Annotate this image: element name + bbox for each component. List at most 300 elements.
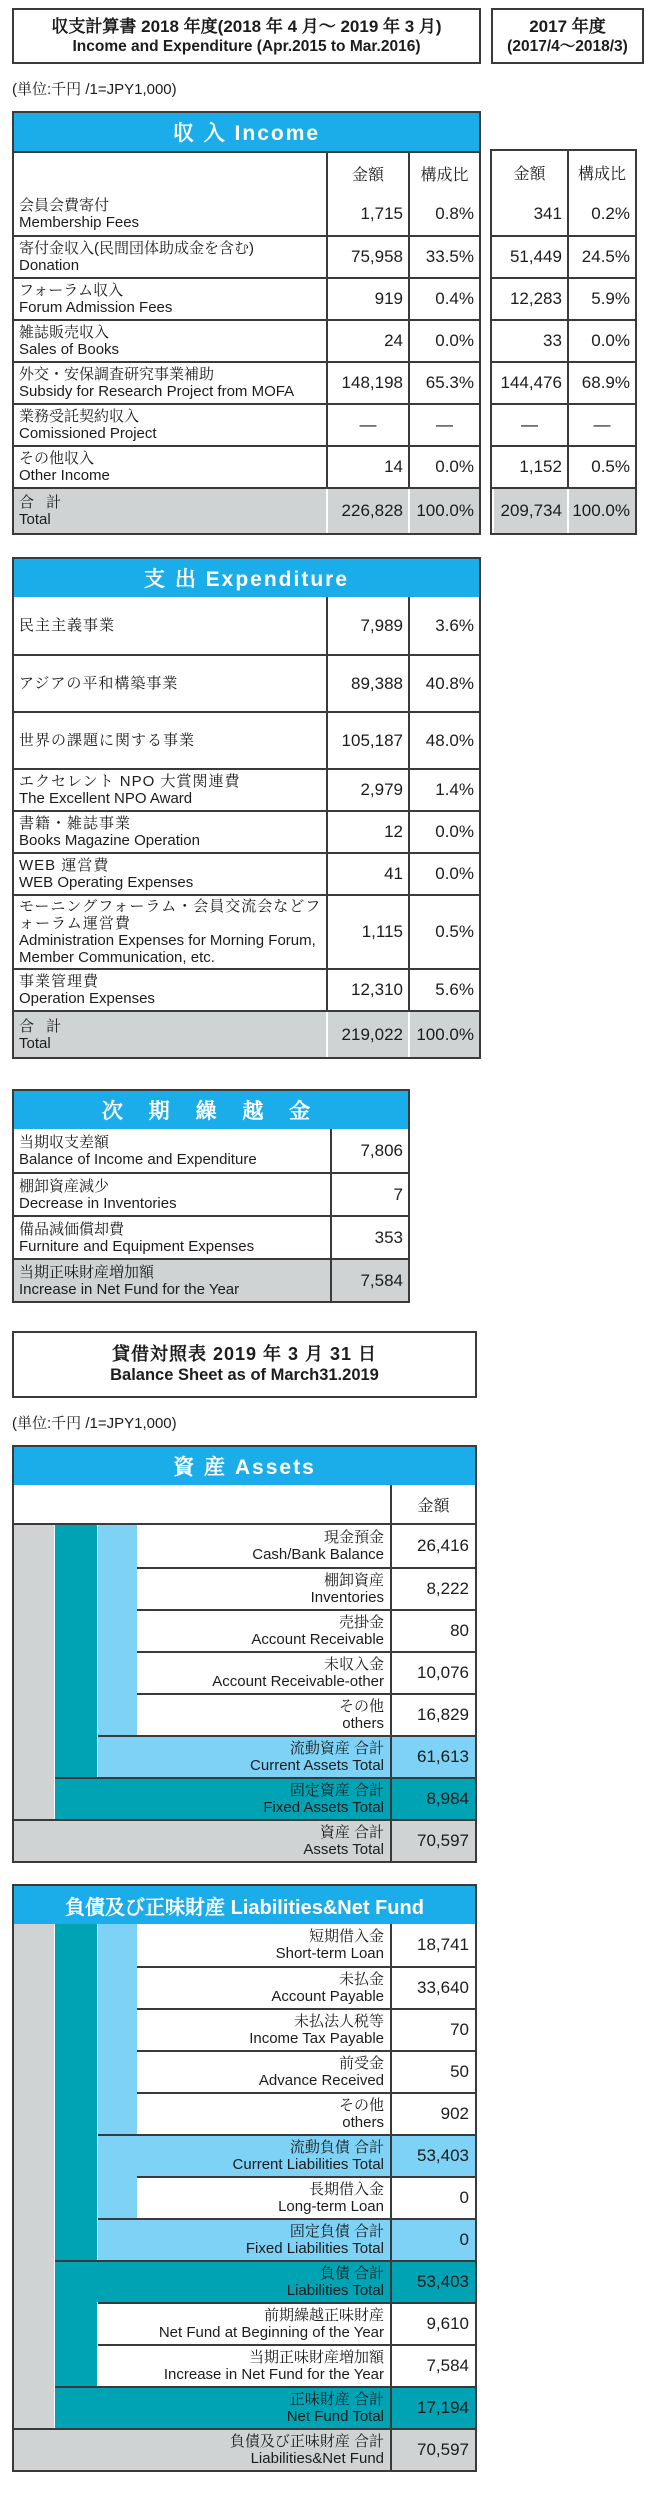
row-label-jp: 流動負債 合計 bbox=[289, 2139, 384, 2156]
amount-cell: 7,584 bbox=[330, 1260, 408, 1301]
row-label bbox=[14, 2428, 390, 2470]
row-label-jp: 備品減価償却費 bbox=[19, 1220, 125, 1238]
amount-cell: 8,984 bbox=[390, 1777, 475, 1819]
ratio-cell: 100.0% bbox=[408, 489, 479, 533]
ratio-cell: — bbox=[567, 405, 635, 445]
row-label bbox=[14, 363, 326, 403]
amount-cell: 80 bbox=[390, 1609, 475, 1651]
row-label-en: Administration Expenses for Morning Forum, Member Communication, etc. bbox=[19, 932, 316, 966]
amount-cell: 14 bbox=[326, 447, 408, 487]
row-label-en: Inventories bbox=[310, 1589, 384, 1606]
row-label bbox=[14, 1129, 330, 1172]
row-label bbox=[14, 854, 326, 894]
amount-cell: 353 bbox=[330, 1217, 408, 1258]
amount-cell: 50 bbox=[390, 2050, 475, 2092]
liability-row bbox=[14, 2008, 475, 2050]
row-label bbox=[14, 1012, 326, 1057]
row-label bbox=[14, 447, 326, 487]
expenditure-table bbox=[12, 557, 481, 1059]
row-label-jp: 業務受託契約収入 bbox=[19, 408, 140, 425]
amount-cell: 919 bbox=[326, 279, 408, 319]
row-label bbox=[14, 1217, 330, 1258]
row-label-jp: 寄付金収入(民間団体助成金を含む) bbox=[19, 240, 254, 257]
ratio-cell: 3.6% bbox=[408, 597, 479, 654]
ratio-cell: 33.5% bbox=[408, 237, 479, 277]
carryover-table bbox=[12, 1089, 410, 1303]
ratio-cell: 100.0% bbox=[567, 489, 635, 533]
row-label-en: Cash/Bank Balance bbox=[252, 1546, 384, 1563]
row-label-en: Increase in Net Fund for the Year bbox=[163, 2366, 384, 2383]
row-label-en: Subsidy for Research Project from MOFA bbox=[19, 383, 295, 400]
amount-cell: 12,310 bbox=[326, 970, 408, 1010]
row-label-en: Advance Received bbox=[258, 2072, 384, 2089]
row-label-en: Membership Fees bbox=[19, 214, 140, 231]
liability-row bbox=[14, 2344, 475, 2386]
amount-cell: — bbox=[520, 415, 538, 434]
detail-level-band bbox=[98, 2092, 137, 2134]
amount-cell: 61,613 bbox=[390, 1735, 475, 1777]
asset-row bbox=[14, 1735, 475, 1777]
income-row bbox=[14, 235, 479, 277]
amount-cell: 70,597 bbox=[390, 1819, 475, 1861]
amount-cell: 105,187 bbox=[326, 713, 408, 768]
assets-level-band bbox=[14, 2092, 55, 2134]
amount-cell: 7,989 bbox=[326, 597, 408, 654]
amount-cell: 75,958 bbox=[326, 237, 408, 277]
row-label bbox=[14, 896, 326, 968]
expenditure-table-header: 支 出 Expenditure bbox=[14, 559, 479, 597]
assets-level-band bbox=[14, 1966, 55, 2008]
row-label-jp: 前期繰越正味財産 bbox=[263, 2307, 384, 2324]
row-label-en: Forum Admission Fees bbox=[19, 299, 173, 316]
row-label-jp: 前受金 bbox=[338, 2055, 384, 2072]
income-row bbox=[14, 487, 479, 533]
expenditure-row bbox=[14, 654, 479, 711]
row-label-jp: 現金預金 bbox=[323, 1529, 384, 1546]
amount-cell: 12,283 bbox=[509, 289, 562, 308]
ratio-cell: 40.8% bbox=[408, 656, 479, 711]
assets-level-band bbox=[14, 1924, 55, 1966]
previous-year-box bbox=[491, 8, 644, 64]
detail-level-band bbox=[98, 1693, 137, 1735]
amount-cell: 16,829 bbox=[390, 1693, 475, 1735]
row-label bbox=[137, 1609, 390, 1651]
ratio-cell: — bbox=[408, 405, 479, 445]
row-label-jp: 負債及び正味財産 合計 bbox=[229, 2433, 384, 2450]
amount-cell: 8,222 bbox=[390, 1567, 475, 1609]
ratio-column-header: 構成比 bbox=[567, 151, 635, 193]
row-label bbox=[14, 1174, 330, 1215]
row-label-en: WEB Operating Expenses bbox=[19, 874, 194, 891]
detail-level-band bbox=[98, 1609, 137, 1651]
row-label bbox=[98, 2302, 390, 2344]
row-label-en: Net Fund Total bbox=[286, 2408, 384, 2425]
row-label-jp: 長期借入金 bbox=[308, 2181, 384, 2198]
ratio-cell: 68.9% bbox=[567, 363, 635, 403]
assets-table bbox=[12, 1445, 477, 1863]
row-label-en: Comissioned Project bbox=[19, 425, 157, 442]
amount-cell: 12 bbox=[326, 812, 408, 852]
row-label bbox=[137, 2050, 390, 2092]
row-label bbox=[14, 597, 326, 654]
row-label-jp: 未払金 bbox=[338, 1971, 384, 1988]
income-statement-title-en: Income and Expenditure (Apr.2015 to Mar.2016) bbox=[72, 37, 421, 55]
income-row bbox=[14, 445, 479, 487]
row-label bbox=[14, 405, 326, 445]
row-label bbox=[137, 2008, 390, 2050]
amount-cell: 24 bbox=[326, 321, 408, 361]
current-level-band bbox=[55, 2008, 98, 2050]
current-level-band bbox=[55, 2218, 98, 2260]
income-2017-row bbox=[492, 277, 635, 319]
income-row bbox=[14, 193, 479, 235]
row-label-en: Books Magazine Operation bbox=[19, 832, 200, 849]
expenditure-row bbox=[14, 711, 479, 768]
assets-level-band bbox=[14, 1567, 55, 1609]
row-label-en: Fixed Liabilities Total bbox=[245, 2240, 384, 2257]
asset-row bbox=[14, 1567, 475, 1609]
row-label-jp: 当期正味財産増加額 bbox=[19, 1263, 155, 1281]
amount-cell: 89,388 bbox=[326, 656, 408, 711]
row-label-jp: 棚卸資産減少 bbox=[19, 1177, 110, 1195]
income-row bbox=[14, 361, 479, 403]
ratio-column-header: 構成比 bbox=[408, 153, 479, 193]
balance-sheet-title-en: Balance Sheet as of March31.2019 bbox=[110, 1366, 379, 1385]
unit-note: (単位:千円 /1=JPY1,000) bbox=[12, 1415, 177, 1432]
row-label-en: others bbox=[342, 2114, 384, 2131]
income-statement-title-box bbox=[12, 8, 481, 64]
asset-row bbox=[14, 1693, 475, 1735]
row-label-jp: モーニングフォーラム・会員交流会などフォーラム運営費 bbox=[19, 898, 322, 932]
current-level-band bbox=[55, 1525, 98, 1567]
detail-level-band bbox=[98, 1966, 137, 2008]
current-level-band bbox=[55, 2302, 98, 2344]
income-column-header-row bbox=[14, 151, 479, 193]
detail-level-band bbox=[98, 2176, 137, 2218]
amount-column-header: 金額 bbox=[390, 1485, 475, 1523]
row-label bbox=[14, 812, 326, 852]
row-label bbox=[137, 1924, 390, 1966]
amount-cell: 0 bbox=[390, 2176, 475, 2218]
amount-cell: 902 bbox=[390, 2092, 475, 2134]
amount-cell: 144,476 bbox=[500, 373, 562, 392]
current-level-band bbox=[55, 1693, 98, 1735]
asset-row bbox=[14, 1609, 475, 1651]
row-label-en: Other Income bbox=[19, 467, 110, 484]
amount-cell: 26,416 bbox=[390, 1525, 475, 1567]
current-level-band bbox=[55, 1966, 98, 2008]
ratio-cell: 0.0% bbox=[408, 854, 479, 894]
row-label-jp: WEB 運営費 bbox=[19, 857, 110, 874]
row-label bbox=[55, 2386, 390, 2428]
expenditure-row bbox=[14, 894, 479, 968]
assets-level-band bbox=[14, 2008, 55, 2050]
ratio-cell: 0.0% bbox=[408, 812, 479, 852]
amount-cell: — bbox=[326, 405, 408, 445]
row-label-jp: 書籍・雑誌事業 bbox=[19, 815, 132, 832]
expenditure-row bbox=[14, 597, 479, 654]
liability-row bbox=[14, 2386, 475, 2428]
amount-cell: 53,403 bbox=[390, 2134, 475, 2176]
row-label bbox=[14, 1819, 390, 1861]
amount-cell: 70 bbox=[390, 2008, 475, 2050]
income-row bbox=[14, 319, 479, 361]
amount-cell: 18,741 bbox=[390, 1924, 475, 1966]
current-level-band bbox=[55, 1651, 98, 1693]
assets-level-band bbox=[14, 1651, 55, 1693]
liability-row bbox=[14, 2134, 475, 2176]
ratio-cell: 24.5% bbox=[567, 237, 635, 277]
expenditure-row bbox=[14, 968, 479, 1010]
row-label bbox=[14, 237, 326, 277]
row-label bbox=[14, 713, 326, 768]
liability-row bbox=[14, 2176, 475, 2218]
row-label bbox=[98, 2344, 390, 2386]
carryover-row bbox=[14, 1215, 408, 1258]
expenditure-row bbox=[14, 1010, 479, 1057]
row-label-jp: エクセレント NPO 大賞関連費 bbox=[19, 773, 241, 790]
ratio-cell: 100.0% bbox=[408, 1012, 479, 1057]
row-label-jp: 合 計 bbox=[19, 494, 66, 511]
row-label bbox=[55, 1777, 390, 1819]
row-label bbox=[14, 770, 326, 810]
amount-cell: 219,022 bbox=[326, 1012, 408, 1057]
row-label-jp: 民主主義事業 bbox=[19, 617, 116, 634]
row-label-jp: 資産 合計 bbox=[319, 1824, 384, 1841]
row-label-en: Short-term Loan bbox=[275, 1945, 384, 1962]
current-level-band bbox=[55, 1567, 98, 1609]
ratio-cell: 0.0% bbox=[408, 321, 479, 361]
current-level-band bbox=[55, 1609, 98, 1651]
income-table bbox=[12, 111, 481, 535]
row-label-jp: 売掛金 bbox=[338, 1614, 384, 1631]
row-label-en: Decrease in Inventories bbox=[19, 1194, 177, 1212]
row-label-en: Long-term Loan bbox=[278, 2198, 384, 2215]
ratio-cell: 0.4% bbox=[408, 279, 479, 319]
assets-table-header: 資 産 Assets bbox=[14, 1447, 475, 1485]
previous-year-jp: 2017 年度 bbox=[529, 16, 606, 36]
assets-level-band bbox=[14, 2050, 55, 2092]
row-label-en: Account Payable bbox=[271, 1988, 384, 2005]
amount-cell: 2,979 bbox=[326, 770, 408, 810]
detail-level-band bbox=[98, 2050, 137, 2092]
row-label-jp: その他 bbox=[338, 2097, 384, 2114]
amount-column-header: 金額 bbox=[326, 153, 408, 193]
row-label-en: Account Receivable-other bbox=[212, 1673, 384, 1690]
income-2017-row bbox=[492, 445, 635, 487]
liability-row bbox=[14, 2302, 475, 2344]
row-label-en: The Excellent NPO Award bbox=[19, 790, 193, 807]
liability-row bbox=[14, 2092, 475, 2134]
liability-row bbox=[14, 1924, 475, 1966]
row-label-jp: その他収入 bbox=[19, 450, 95, 467]
row-label-jp: フォーラム収入 bbox=[19, 282, 124, 299]
row-label-jp: 棚卸資産 bbox=[323, 1572, 384, 1589]
row-label-jp: 未収入金 bbox=[323, 1656, 384, 1673]
assets-level-band bbox=[14, 2176, 55, 2218]
asset-row bbox=[14, 1651, 475, 1693]
row-label-jp: 当期収支差額 bbox=[19, 1133, 110, 1151]
ratio-cell: 0.5% bbox=[567, 447, 635, 487]
row-label bbox=[137, 1567, 390, 1609]
detail-level-band bbox=[98, 1525, 137, 1567]
row-label bbox=[14, 489, 326, 533]
row-label bbox=[137, 1693, 390, 1735]
ratio-cell: 0.2% bbox=[567, 193, 635, 235]
amount-cell: 209,734 bbox=[492, 489, 567, 533]
expenditure-row bbox=[14, 852, 479, 894]
row-label-jp: 会員会費寄付 bbox=[19, 197, 110, 214]
income-table-header: 収 入 Income bbox=[14, 113, 479, 151]
asset-row bbox=[14, 1525, 475, 1567]
row-label bbox=[14, 193, 326, 235]
income-row bbox=[14, 277, 479, 319]
row-label bbox=[14, 1260, 330, 1301]
amount-cell: 17,194 bbox=[390, 2386, 475, 2428]
expenditure-row bbox=[14, 768, 479, 810]
liability-row bbox=[14, 2428, 475, 2470]
amount-cell: 70,597 bbox=[390, 2428, 475, 2470]
current-level-band bbox=[55, 2092, 98, 2134]
carryover-row bbox=[14, 1129, 408, 1172]
income-2017-table bbox=[490, 149, 637, 535]
amount-cell: 226,828 bbox=[326, 489, 408, 533]
carryover-table-header: 次 期 繰 越 金 bbox=[14, 1091, 408, 1129]
row-label bbox=[14, 970, 326, 1010]
assets-level-band bbox=[14, 1735, 55, 1777]
detail-level-band bbox=[98, 2008, 137, 2050]
current-level-band bbox=[55, 2176, 98, 2218]
current-level-band bbox=[55, 1735, 98, 1777]
row-label-en: Increase in Net Fund for the Year bbox=[19, 1280, 240, 1298]
liability-row bbox=[14, 1966, 475, 2008]
amount-cell: 41 bbox=[326, 854, 408, 894]
row-label-jp: 短期借入金 bbox=[308, 1928, 384, 1945]
amount-cell: 9,610 bbox=[390, 2302, 475, 2344]
row-label bbox=[55, 2260, 390, 2302]
row-label-jp: 世界の課題に関する事業 bbox=[19, 732, 196, 749]
row-label bbox=[14, 279, 326, 319]
row-label-en: Liabilities Total bbox=[286, 2282, 384, 2299]
ratio-cell: 48.0% bbox=[408, 713, 479, 768]
row-label-en: Current Liabilities Total bbox=[232, 2156, 384, 2173]
balance-sheet-title-box bbox=[12, 1331, 477, 1398]
row-label bbox=[137, 2092, 390, 2134]
row-label bbox=[137, 1966, 390, 2008]
amount-cell: 10,076 bbox=[390, 1651, 475, 1693]
row-label-jp: 合 計 bbox=[19, 1017, 66, 1035]
row-label-jp: 当期正味財産増加額 bbox=[248, 2349, 384, 2366]
row-label bbox=[14, 321, 326, 361]
income-statement-title-jp: 収支計算書 2018 年度(2018 年 4 月〜 2019 年 3 月) bbox=[51, 16, 442, 36]
assets-level-band bbox=[14, 2134, 55, 2176]
row-label bbox=[137, 1525, 390, 1567]
row-label-jp: その他 bbox=[338, 1698, 384, 1715]
row-label-en: Current Assets Total bbox=[250, 1757, 384, 1774]
report-titles bbox=[12, 8, 670, 64]
amount-cell: 53,403 bbox=[390, 2260, 475, 2302]
asset-row bbox=[14, 1777, 475, 1819]
amount-cell: 7 bbox=[330, 1174, 408, 1215]
row-label bbox=[98, 1735, 390, 1777]
detail-level-band bbox=[98, 1924, 137, 1966]
expenditure-row bbox=[14, 810, 479, 852]
ratio-cell: 1.4% bbox=[408, 770, 479, 810]
income-row bbox=[14, 403, 479, 445]
row-label-en: Net Fund at Beginning of the Year bbox=[158, 2324, 384, 2341]
previous-year-en: (2017/4〜2018/3) bbox=[507, 37, 628, 55]
row-label-en: Donation bbox=[19, 257, 80, 274]
ratio-cell: 5.9% bbox=[567, 279, 635, 319]
ratio-cell: 0.8% bbox=[408, 193, 479, 235]
row-label-en: Liabilities&Net Fund bbox=[250, 2450, 384, 2467]
amount-cell: 7,584 bbox=[390, 2344, 475, 2386]
row-label bbox=[137, 2176, 390, 2218]
row-label bbox=[98, 2218, 390, 2260]
row-label-en: Balance of Income and Expenditure bbox=[19, 1150, 257, 1168]
row-label-en: Operation Expenses bbox=[19, 990, 155, 1007]
income-2017-row bbox=[492, 235, 635, 277]
row-label-en: Account Receivable bbox=[251, 1631, 384, 1648]
row-label-jp: 事業管理費 bbox=[19, 973, 100, 990]
assets-level-band bbox=[14, 1609, 55, 1651]
detail-level-band bbox=[98, 1567, 137, 1609]
amount-cell: 33,640 bbox=[390, 1966, 475, 2008]
current-level-band bbox=[55, 2344, 98, 2386]
current-level-band bbox=[55, 1924, 98, 1966]
liabilities-table-header: 負債及び正味財産 Liabilities&Net Fund bbox=[14, 1886, 475, 1924]
row-label-jp: 正味財産 合計 bbox=[289, 2391, 384, 2408]
amount-cell: 1,115 bbox=[326, 896, 408, 968]
row-label-jp: 流動資産 合計 bbox=[289, 1740, 384, 1757]
assets-level-band bbox=[14, 2218, 55, 2260]
income-section bbox=[12, 111, 670, 535]
row-label-en: Fixed Assets Total bbox=[263, 1799, 384, 1816]
amount-cell: 341 bbox=[533, 204, 562, 223]
amount-column-header: 金額 bbox=[513, 165, 546, 183]
assets-level-band bbox=[14, 2302, 55, 2344]
assets-level-band bbox=[14, 2260, 55, 2302]
assets-level-band bbox=[14, 1777, 55, 1819]
row-label bbox=[98, 2134, 390, 2176]
income-2017-row bbox=[492, 361, 635, 403]
income-2017-row bbox=[492, 193, 635, 235]
amount-cell: 1,715 bbox=[326, 193, 408, 235]
row-label-jp: 固定負債 合計 bbox=[289, 2223, 384, 2240]
liabilities-table bbox=[12, 1884, 477, 2472]
current-level-band bbox=[55, 2050, 98, 2092]
assets-level-band bbox=[14, 1525, 55, 1567]
ratio-cell: 65.3% bbox=[408, 363, 479, 403]
amount-cell: 33 bbox=[543, 331, 562, 350]
unit-note: (単位:千円 /1=JPY1,000) bbox=[12, 81, 177, 98]
income-2017-row bbox=[492, 319, 635, 361]
amount-cell: 7,806 bbox=[330, 1129, 408, 1172]
assets-level-band bbox=[14, 2344, 55, 2386]
row-label-jp: 未払法人税等 bbox=[293, 2013, 384, 2030]
carryover-row bbox=[14, 1258, 408, 1301]
income-2017-column-header-row bbox=[492, 151, 635, 193]
row-label bbox=[14, 656, 326, 711]
current-level-band bbox=[55, 2134, 98, 2176]
detail-level-band bbox=[98, 1651, 137, 1693]
ratio-cell: 5.6% bbox=[408, 970, 479, 1010]
row-label-jp: 外交・安保調査研究事業補助 bbox=[19, 366, 215, 383]
asset-row bbox=[14, 1819, 475, 1861]
income-2017-row bbox=[492, 403, 635, 445]
carryover-row bbox=[14, 1172, 408, 1215]
liability-row bbox=[14, 2050, 475, 2092]
